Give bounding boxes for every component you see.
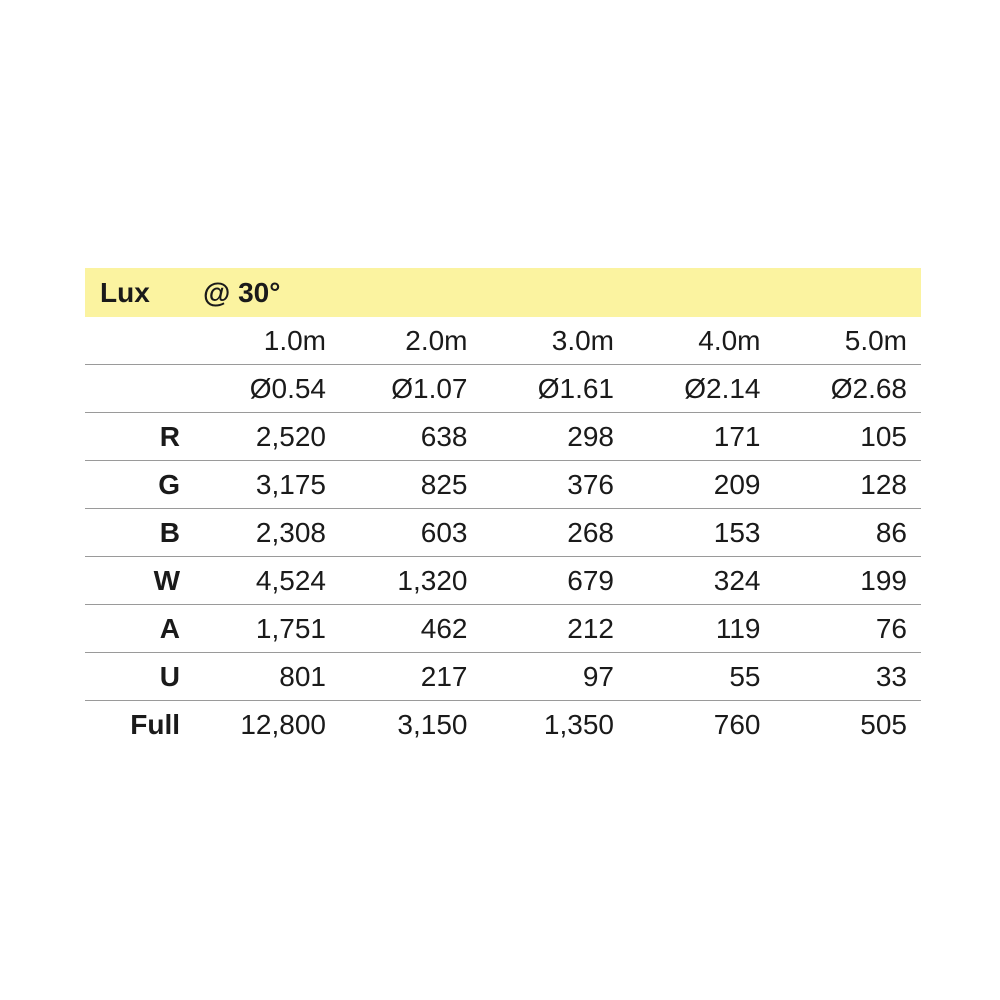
row-label: G: [158, 468, 180, 500]
row-label: B: [159, 516, 180, 548]
lux-table: [85, 268, 921, 749]
row-label: R: [159, 420, 180, 452]
distance-cell: 5.0m: [844, 324, 907, 356]
diameter-cell: Ø0.54: [249, 372, 326, 404]
lux-cell: 55: [729, 660, 761, 692]
table-title-bar: [85, 268, 921, 317]
lux-cell: 1,350: [543, 709, 614, 740]
row-label: A: [159, 612, 180, 644]
table-row-b: [85, 509, 921, 557]
title-beam-angle: @ 30°: [203, 277, 281, 308]
lux-cell: 3,175: [255, 468, 326, 500]
lux-cell: 97: [582, 660, 614, 692]
table-row-u: [85, 653, 921, 701]
lux-cell: 462: [420, 612, 468, 644]
lux-cell: 801: [279, 660, 326, 692]
diameter-cell: Ø1.61: [537, 372, 614, 404]
lux-cell: 679: [567, 564, 614, 596]
lux-cell: 298: [567, 420, 614, 452]
diameter-row: [85, 365, 921, 413]
lux-cell: 825: [420, 468, 468, 500]
lux-cell: 33: [875, 660, 907, 692]
lux-cell: 1,320: [397, 564, 468, 596]
lux-cell: 324: [713, 564, 761, 596]
lux-cell: 3,150: [397, 709, 468, 740]
row-label: U: [159, 660, 180, 692]
lux-cell: 212: [567, 612, 614, 644]
table-row-a: [85, 605, 921, 653]
row-label: Full: [130, 709, 180, 740]
table-row-w: [85, 557, 921, 605]
title-lux: Lux: [100, 277, 150, 308]
lux-cell: 217: [420, 660, 468, 692]
distance-cell: 2.0m: [405, 324, 468, 356]
lux-cell: 128: [860, 468, 907, 500]
lux-cell: 376: [567, 468, 614, 500]
lux-cell: 12,800: [240, 709, 326, 740]
distance-row: [85, 317, 921, 365]
lux-cell: 171: [713, 420, 761, 452]
row-label: W: [153, 564, 180, 596]
lux-cell: 603: [420, 516, 468, 548]
lux-cell: 268: [567, 516, 614, 548]
lux-cell: 209: [713, 468, 761, 500]
lux-cell: 105: [860, 420, 907, 452]
lux-cell: 505: [860, 709, 907, 740]
lux-cell: 119: [715, 612, 761, 644]
diameter-cell: Ø2.14: [684, 372, 761, 404]
lux-cell: 86: [875, 516, 907, 548]
lux-cell: 199: [860, 564, 907, 596]
table-row-full: [85, 701, 921, 749]
lux-cell: 153: [713, 516, 761, 548]
distance-cell: 4.0m: [698, 324, 761, 356]
diameter-cell: Ø2.68: [830, 372, 907, 404]
lux-cell: 76: [875, 612, 907, 644]
table-row-g: [85, 461, 921, 509]
lux-cell: 2,308: [255, 516, 326, 548]
distance-cell: 3.0m: [551, 324, 614, 356]
table-row-r: [85, 413, 921, 461]
diameter-cell: Ø1.07: [391, 372, 468, 404]
lux-cell: 4,524: [255, 564, 326, 596]
lux-cell: 1,751: [255, 612, 326, 644]
lux-cell: 2,520: [255, 420, 326, 452]
lux-cell: 638: [420, 420, 468, 452]
lux-cell: 760: [713, 709, 761, 740]
distance-cell: 1.0m: [263, 324, 326, 356]
